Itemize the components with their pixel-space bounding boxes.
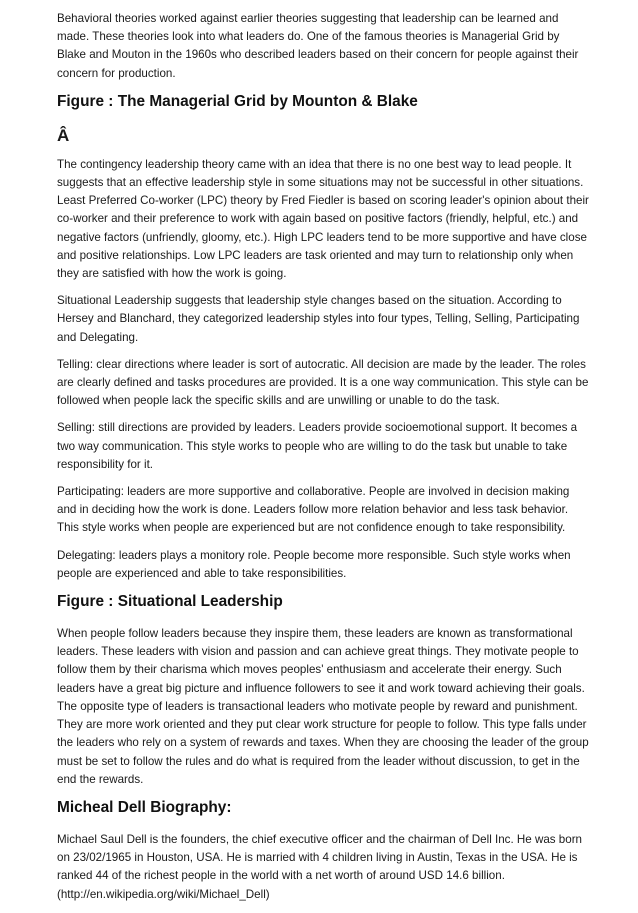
biography-heading: Micheal Dell Biography: [57,798,232,816]
intro-paragraph: Behavioral theories worked against earlier theories suggesting that leadership can be learned and made. These theories look into what leaders do. One of the famous theories is Managerial Grid by Blake and Mouton in the 1960s who described leaders based on their concern for people against their concern for production. [57,12,579,80]
participating-paragraph: Participating: leaders are more supportive and collaborative. People are involved in decision making and in deciding how the work is done. Leaders follow more relation behavior and less task behavior. This style works when people are experienced but are not confidence enough to take responsibility. [57,485,570,535]
document-page [57,10,589,913]
delegating-paragraph: Delegating: leaders plays a monitory role. People become more responsible. Such style works when people are experienced and able to take responsibilities. [57,548,571,580]
stray-glyph: Â [57,125,70,145]
figure-caption-situational: Figure : Situational Leadership [57,593,283,611]
contingency-paragraph: The contingency leadership theory came with an idea that there is no one best way to lead people. It suggests that an effective leadership style in some situations may not be successful in other situations. Least Preferred Co-worker (LPC) theory by Fred Fiedler is based on scoring leader's opinion about their co-worker and their preference to work with again based on positive factors (friendly, helpful, etc.) and negative factors (unfriendly, gloomy, etc.). High LPC leaders tend to be more supportive and have close and positive relationships. Low LPC leaders are task oriented and may turn to relationship only when they are satisfied with how the work is going. [57,157,589,281]
figure-caption-managerial-grid: Figure : The Managerial Grid by Mounton & Blake [57,92,418,110]
biography-paragraph: Michael Saul Dell is the founders, the chief executive officer and the chairman of Dell Inc. He was born on 23/02/1965 in Houston, USA. He is married with 4 children living in Austin, Texas in the USA. He is ranked 44 of the richest people in the world with a net worth of around USD 14.6 billion. (http://en.wikipedia.org/wiki/Michael_Dell) [57,832,582,901]
transformational-paragraph: When people follow leaders because they inspire them, these leaders are known as transformational leaders. These leaders with vision and passion and can achieve great things. They motivate people to follow them by their charisma which moves peoples' enthusiasm and accelerate their energy. Such leaders have a great big picture and influence followers to see it and work toward achieving their goals. The opposite type of leaders is transactional leaders who motivate people by reward and punishment. They are more work oriented and they put clear work structure for people to follow. This type falls under the leaders who rely on a system of rewards and taxes. When they are choosing the leader of the group must be set to follow the rules and do what is required from the leader without discussion, to get in the end the rewards. [57,627,589,786]
telling-paragraph: Telling: clear directions where leader is sort of autocratic. All decision are made by the leader. The roles are clearly defined and tasks procedures are provided. It is a one way communication. This style can be followed when people lack the specific skills and are unwilling or unable to do the task. [57,357,589,408]
situational-paragraph: Situational Leadership suggests that leadership style changes based on the situation. According to Hersey and Blanchard, they categorized leadership styles into four types, Telling, Selling, Participating and Delegating. [57,294,580,344]
selling-paragraph: Selling: still directions are provided by leaders. Leaders provide socioemotional support. It becomes a two way communication. This style works to people who are willing to do the task but unable to take responsibility for it. [57,421,578,471]
